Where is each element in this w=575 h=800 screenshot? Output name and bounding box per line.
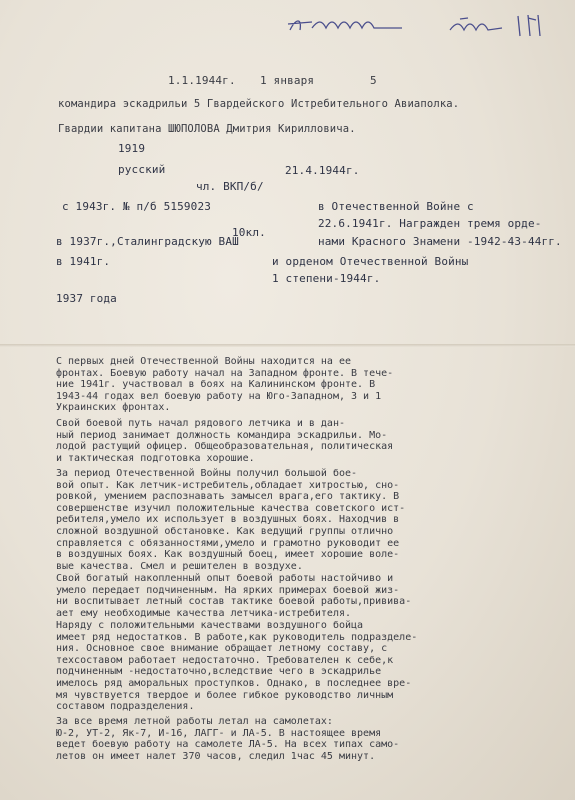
red-banner-orders: нами Красного Знамени -1942-43-44гг. xyxy=(318,235,562,248)
text-line: лодой растущий офицер. Общеобразовательная, политическая xyxy=(56,441,394,453)
text-line: в воздушных боях. Как воздушный боец, имеет хорошие воле- xyxy=(56,549,400,561)
text-line: вой опыт. Как летчик-истребитель,обладает хитростью, сно- xyxy=(56,479,400,491)
text-line: составом подразделения. xyxy=(56,701,195,713)
paragraph-fronts xyxy=(56,356,526,414)
header-date-num: 5 xyxy=(370,74,377,87)
text-line: имелось ряд аморальных проступков. Однако, в последнее вре- xyxy=(56,677,412,689)
header-date: 1.1.1944г. xyxy=(168,74,236,87)
text-line: имеет ряд недостатков. В работе,как руководитель подразделе- xyxy=(56,631,418,643)
text-line: фронтах. Боевую работу начал на Западном фронте. В тече- xyxy=(56,367,394,379)
commander-line: командира эскадрильи 5 Гвардейского Истребительного Авиаполка. xyxy=(58,98,460,110)
text-line: Свой богатый накопленный опыт боевой работы настойчиво и xyxy=(56,573,394,584)
text-line: Наряду с положительными качествами воздушного бойца xyxy=(56,620,364,631)
paragraph-aircraft xyxy=(56,716,526,762)
text-line: За период Отечественной Войны получил большой бое- xyxy=(56,468,358,479)
text-line: техсоставом работает недостаточно. Требователен к себе,к xyxy=(56,654,394,666)
text-line: подчиненным -недостаточно,вследствие чего в эскадрилье xyxy=(56,666,382,678)
text-line: ребителя,умело их использует в воздушных боях. Находчив в xyxy=(56,514,400,526)
text-line: 1943-44 годах вел боевую работу на Юго-Западном, 3 и 1 xyxy=(56,390,382,402)
first-degree: 1 степени-1944г. xyxy=(272,272,381,285)
text-line: сложной воздушной обстановке. Как ведущий группы отлично xyxy=(56,525,394,537)
text-line: умело передает подчиненным. На ярких примерах боевой жиз- xyxy=(56,584,400,596)
military-school: в 1937г.,Сталинградскую ВАШ xyxy=(56,235,239,248)
war-since: в Отечественной Войне с xyxy=(318,200,474,213)
text-line: мя чувствуется твердое и более гибкое руководство личным xyxy=(56,689,394,701)
text-line: ведет боевую работу на самолете ЛА-5. На всех типах само- xyxy=(56,739,400,751)
text-line: ние 1941г. участвовал в боях на Калининском фронте. В xyxy=(56,379,376,391)
paragraph-combat-experience xyxy=(56,468,526,572)
text-line: Ю-2, УТ-2, Як-7, И-16, ЛАГГ- и ЛА-5. В настоящее время xyxy=(56,727,382,739)
text-line: ает ему необходимые качества летчика-истребителя. xyxy=(56,607,352,619)
awards-line: 22.6.1941г. Награжден тремя орде- xyxy=(318,217,542,230)
text-line: и тактическая подготовка хорошие. xyxy=(56,452,255,464)
text-line: ровкой, умением распознавать замысел врага,его тактику. В xyxy=(56,491,400,503)
nationality: русский xyxy=(118,163,166,176)
text-line: совершенстве изучил положительные качества советского ист- xyxy=(56,502,406,514)
text-line: ный период занимает должность командира эскадрильи. Мо- xyxy=(56,429,388,441)
text-line: справляется с обязанностями,умело и грамотно руководит ее xyxy=(56,537,400,549)
text-line: летов он имеет налет 370 часов, следил 1час 45 минут. xyxy=(56,750,376,762)
text-line: вые качества. Смел и решителен в воздухе. xyxy=(56,560,303,572)
text-line: ния. Основное свое внимание обращает летному составу, с xyxy=(56,643,388,655)
paper-fold xyxy=(0,344,575,347)
text-line: За все время летной работы летал на самолетах: xyxy=(56,716,333,727)
service-date: 21.4.1944г. xyxy=(285,164,360,177)
paragraph-career xyxy=(56,418,526,464)
education-class: 10кл. xyxy=(232,226,266,239)
school-year: в 1941г. xyxy=(56,255,111,268)
text-line: Свой боевой путь начал рядового летчика и в дан- xyxy=(56,418,345,429)
text-line: Украинских фронтах. xyxy=(56,402,171,414)
party-membership: чл. ВКП/б/ xyxy=(196,180,264,193)
service-since: 1937 года xyxy=(56,292,117,305)
party-since: с 1943г. № п/б 5159023 xyxy=(62,200,211,213)
patriotic-order: и орденом Отечественной Войны xyxy=(272,255,469,268)
rank-name: Гвардии капитана ШЮПОЛОВА Дмитрия Кирилловича. xyxy=(58,123,356,135)
paragraph-shortcomings xyxy=(56,620,526,713)
text-line: ни воспитывает летный состав тактике боевой работы,привива- xyxy=(56,596,412,608)
text-line: С первых дней Отечественной Войны находится на ее xyxy=(56,356,352,367)
paragraph-mentoring xyxy=(56,573,526,619)
birth-year: 1919 xyxy=(118,142,146,155)
header-date-word: 1 января xyxy=(260,74,315,87)
